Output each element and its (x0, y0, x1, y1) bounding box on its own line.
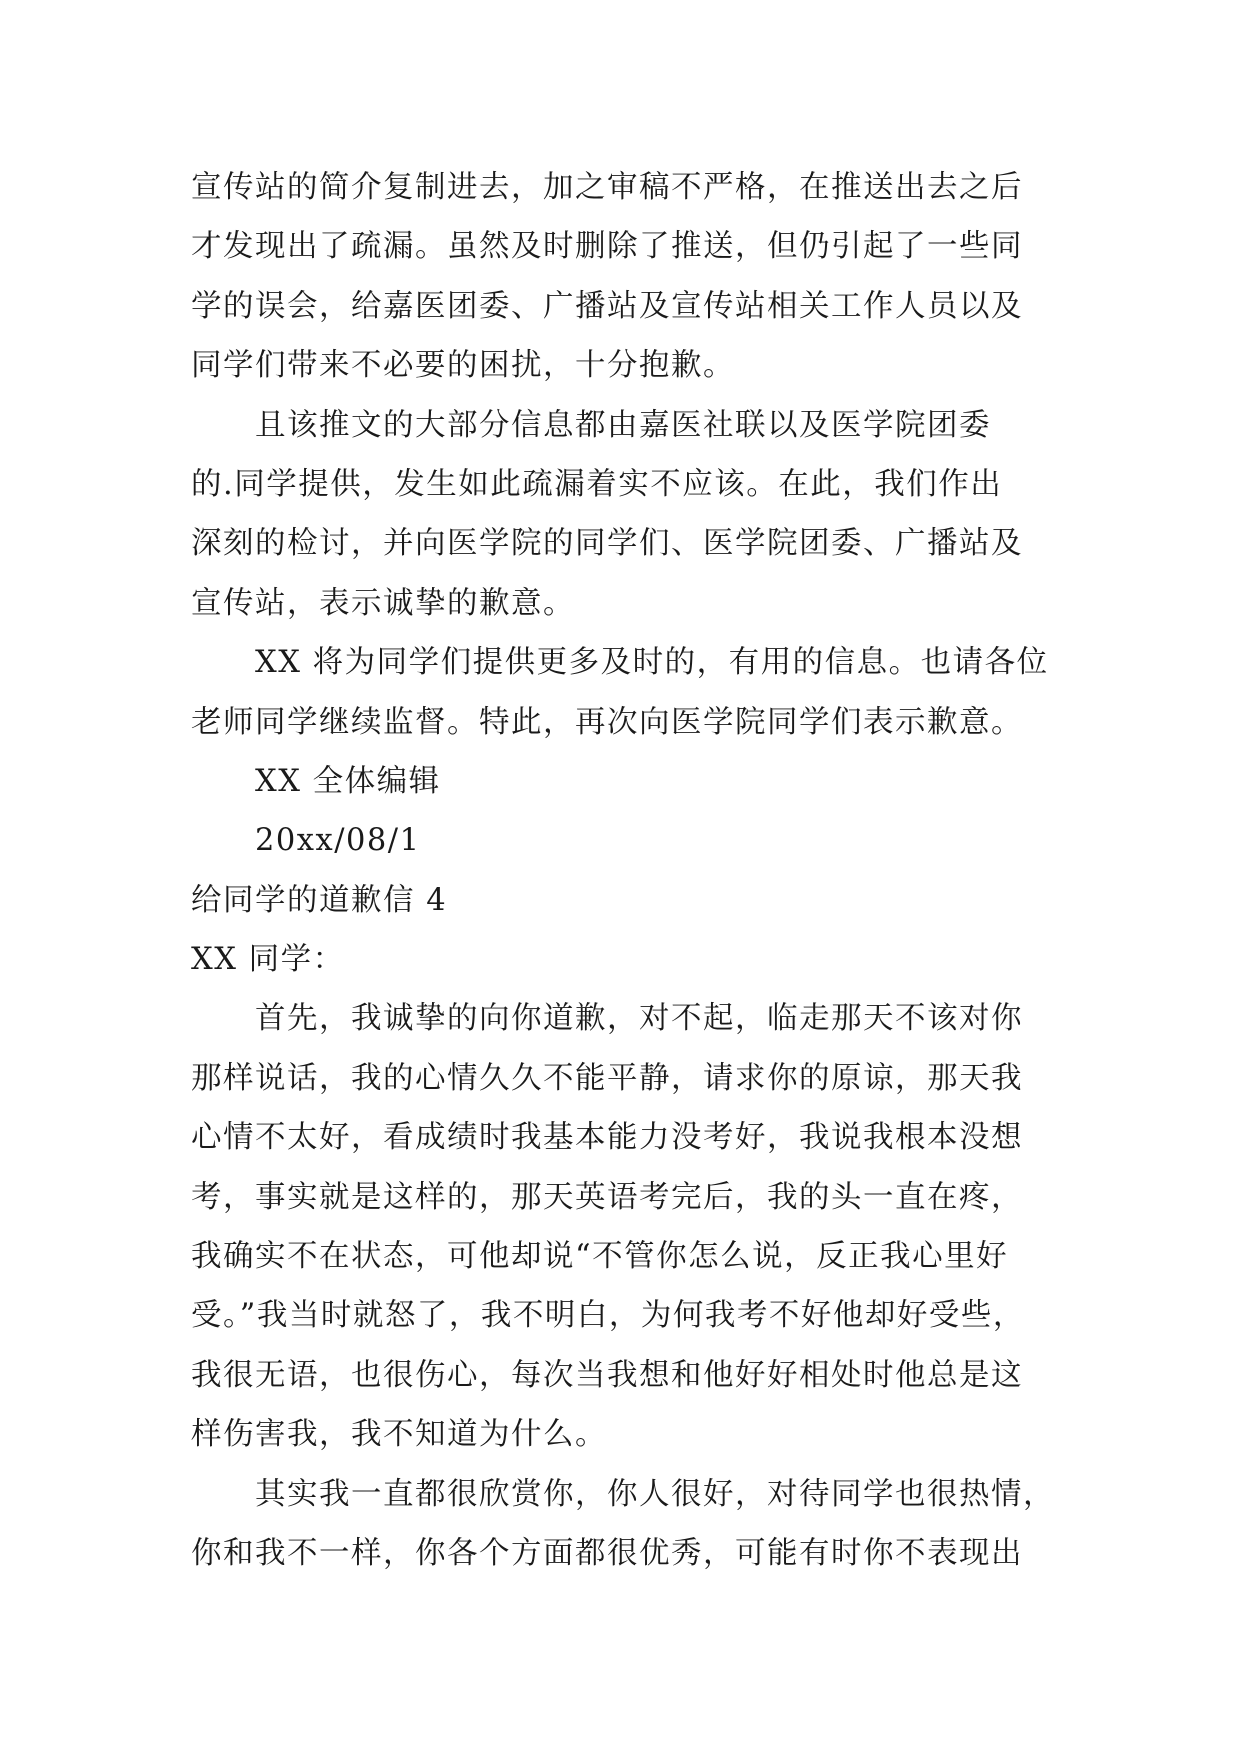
text-line: 受。”我当时就怒了，我不明白，为何我考不好他却好受些， (191, 1298, 1025, 1334)
text-line: 才发现出了疏漏。虽然及时删除了推送，但仍引起了一些同 (191, 229, 1023, 265)
paragraph-first-line: 其实我一直都很欣赏你，你人很好，对待同学也很热情， (255, 1476, 1055, 1512)
text-line: 我很无语，也很伤心，每次当我想和他好好相处时他总是这 (191, 1357, 1023, 1393)
text-line: 那样说话，我的心情久久不能平静，请求你的原谅，那天我 (191, 1060, 1023, 1096)
text-line: 老师同学继续监督。特此，再次向医学院同学们表示歉意。 (191, 704, 1023, 740)
text-line: 样伤害我，我不知道为什么。 (191, 1417, 607, 1453)
text-line: 学的误会，给嘉医团委、广播站及宣传站相关工作人员以及 (191, 288, 1023, 324)
salutation: XX 同学： (191, 942, 345, 978)
paragraph-first-line: 且该推文的大部分信息都由嘉医社联以及医学院团委 (255, 407, 991, 443)
text-line: 考，事实就是这样的，那天英语考完后，我的头一直在疼， (191, 1179, 1023, 1215)
text-line: 深刻的检讨，并向医学院的同学们、医学院团委、广播站及 (191, 526, 1023, 562)
paragraph-first-line: 首先，我诚挚的向你道歉，对不起，临走那天不该对你 (255, 1001, 1023, 1037)
text-line: 宣传站，表示诚挚的歉意。 (191, 585, 575, 621)
text-line: 心情不太好，看成绩时我基本能力没考好，我说我根本没想 (191, 1120, 1023, 1156)
text-line: 你和我不一样，你各个方面都很优秀，可能有时你不表现出 (191, 1535, 1023, 1571)
text-line: 同学们带来不必要的困扰，十分抱歉。 (191, 348, 735, 384)
text-line: 宣传站的简介复制进去，加之审稿不严格，在推送出去之后 (191, 170, 1023, 205)
signature-line: XX 全体编辑 (255, 763, 441, 799)
paragraph-first-line: XX 将为同学们提供更多及时的，有用的信息。也请各位 (255, 645, 1049, 681)
date-line: 20xx/08/1 (255, 823, 421, 859)
text-line: 的.同学提供，发生如此疏漏着实不应该。在此，我们作出 (191, 466, 1003, 502)
text-line: 我确实不在状态，可他却说“不管你怎么说，反正我心里好 (191, 1239, 1009, 1275)
document-body (191, 158, 1066, 1583)
section-heading: 给同学的道歉信 4 (191, 882, 448, 918)
